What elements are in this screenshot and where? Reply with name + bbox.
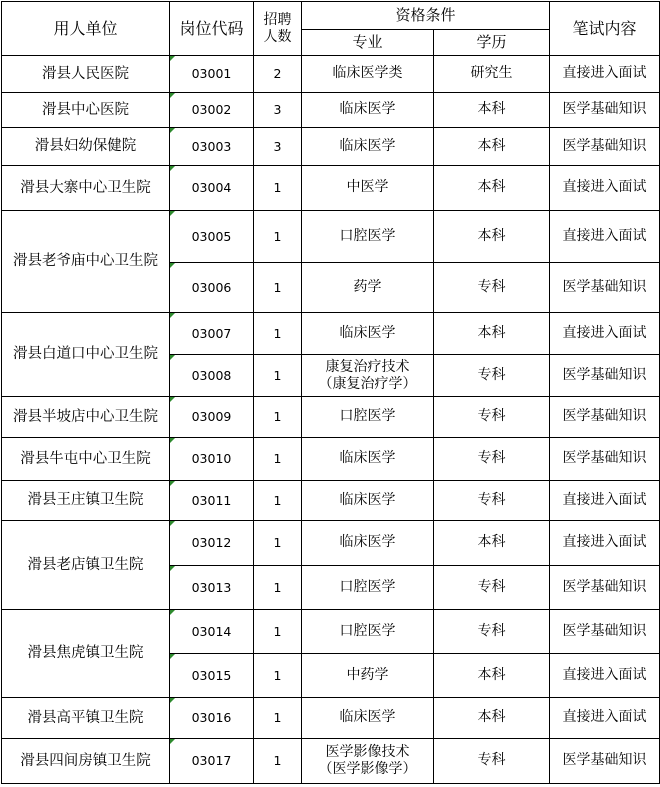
header-education: 学历 <box>434 29 550 56</box>
exam-cell: 医学基础知识 <box>550 397 660 438</box>
header-qualifications: 资格条件 <box>302 2 550 30</box>
code-cell: 03016 <box>170 698 254 739</box>
exam-cell: 直接进入面试 <box>550 654 660 698</box>
education-cell: 专科 <box>434 355 550 397</box>
major-cell <box>302 739 434 784</box>
code-cell: 03001 <box>170 56 254 93</box>
exam-cell: 医学基础知识 <box>550 263 660 313</box>
count-cell: 1 <box>254 263 302 313</box>
table-row <box>2 521 660 566</box>
unit-cell: 滑县焦虎镇卫生院 <box>2 610 170 698</box>
major-cell: 口腔医学 <box>302 566 434 610</box>
exam-cell: 直接进入面试 <box>550 166 660 211</box>
exam-cell: 医学基础知识 <box>550 355 660 397</box>
header-major: 专业 <box>302 29 434 56</box>
unit-cell: 滑县白道口中心卫生院 <box>2 313 170 397</box>
unit-cell: 滑县中心医院 <box>2 93 170 128</box>
major-cell: 中药学 <box>302 654 434 698</box>
count-cell: 1 <box>254 521 302 566</box>
table-row <box>2 610 660 654</box>
education-cell: 本科 <box>434 521 550 566</box>
exam-cell: 医学基础知识 <box>550 610 660 654</box>
major-cell: 临床医学 <box>302 128 434 166</box>
exam-cell: 医学基础知识 <box>550 93 660 128</box>
count-cell: 2 <box>254 56 302 93</box>
unit-cell: 滑县半坡店中心卫生院 <box>2 397 170 438</box>
major-cell: 临床医学 <box>302 521 434 566</box>
unit-cell: 滑县四间房镇卫生院 <box>2 739 170 784</box>
major-line1: 医学影像技术 <box>325 744 410 761</box>
code-cell: 03012 <box>170 521 254 566</box>
unit-cell: 滑县妇幼保健院 <box>2 128 170 166</box>
major-cell <box>302 355 434 397</box>
education-cell: 专科 <box>434 397 550 438</box>
education-cell: 专科 <box>434 739 550 784</box>
unit-cell: 滑县大寨中心卫生院 <box>2 166 170 211</box>
education-cell: 本科 <box>434 166 550 211</box>
exam-cell: 直接进入面试 <box>550 56 660 93</box>
recruitment-table <box>1 1 660 784</box>
exam-cell: 直接进入面试 <box>550 698 660 739</box>
unit-cell: 滑县牛屯中心卫生院 <box>2 438 170 481</box>
education-cell: 专科 <box>434 610 550 654</box>
code-cell: 03004 <box>170 166 254 211</box>
education-cell: 本科 <box>434 128 550 166</box>
major-cell: 口腔医学 <box>302 610 434 654</box>
education-cell: 专科 <box>434 263 550 313</box>
exam-cell: 医学基础知识 <box>550 128 660 166</box>
exam-cell: 直接进入面试 <box>550 313 660 355</box>
header-count-line2: 人数 <box>263 28 292 45</box>
exam-cell: 直接进入面试 <box>550 211 660 263</box>
major-line2: （康复治疗学） <box>318 375 417 392</box>
count-cell: 1 <box>254 166 302 211</box>
major-line2: （医学影像学） <box>318 761 417 777</box>
exam-cell: 直接进入面试 <box>550 481 660 521</box>
table-row <box>2 56 660 93</box>
education-cell: 本科 <box>434 93 550 128</box>
table-row <box>2 128 660 166</box>
major-cell: 中医学 <box>302 166 434 211</box>
code-cell: 03010 <box>170 438 254 481</box>
table-row <box>2 93 660 128</box>
exam-cell: 医学基础知识 <box>550 566 660 610</box>
education-cell: 本科 <box>434 211 550 263</box>
header-count <box>254 2 302 56</box>
education-cell: 研究生 <box>434 56 550 93</box>
code-cell: 03014 <box>170 610 254 654</box>
unit-cell: 滑县人民医院 <box>2 56 170 93</box>
code-cell: 03003 <box>170 128 254 166</box>
table-row <box>2 166 660 211</box>
table-row <box>2 739 660 784</box>
exam-cell: 医学基础知识 <box>550 438 660 481</box>
education-cell: 本科 <box>434 654 550 698</box>
code-cell: 03007 <box>170 313 254 355</box>
unit-cell: 滑县高平镇卫生院 <box>2 698 170 739</box>
code-cell: 03006 <box>170 263 254 313</box>
header-exam: 笔试内容 <box>550 2 660 56</box>
code-cell: 03008 <box>170 355 254 397</box>
table-row <box>2 481 660 521</box>
code-cell: 03005 <box>170 211 254 263</box>
major-line1: 康复治疗技术 <box>325 358 410 375</box>
count-cell: 1 <box>254 654 302 698</box>
major-cell: 临床医学 <box>302 481 434 521</box>
header-code: 岗位代码 <box>170 2 254 56</box>
count-cell: 3 <box>254 128 302 166</box>
unit-cell: 滑县老店镇卫生院 <box>2 521 170 610</box>
header-unit: 用人单位 <box>2 2 170 56</box>
count-cell: 1 <box>254 481 302 521</box>
table-row <box>2 211 660 263</box>
major-cell: 临床医学 <box>302 313 434 355</box>
major-cell: 口腔医学 <box>302 211 434 263</box>
count-cell: 1 <box>254 438 302 481</box>
count-cell: 1 <box>254 739 302 784</box>
count-cell: 3 <box>254 93 302 128</box>
code-cell: 03002 <box>170 93 254 128</box>
major-cell: 临床医学 <box>302 93 434 128</box>
major-cell: 口腔医学 <box>302 397 434 438</box>
count-cell: 1 <box>254 211 302 263</box>
exam-cell: 医学基础知识 <box>550 739 660 784</box>
code-cell: 03009 <box>170 397 254 438</box>
major-cell: 临床医学 <box>302 698 434 739</box>
code-cell: 03017 <box>170 739 254 784</box>
major-cell: 药学 <box>302 263 434 313</box>
education-cell: 本科 <box>434 313 550 355</box>
education-cell: 专科 <box>434 438 550 481</box>
count-cell: 1 <box>254 610 302 654</box>
count-cell: 1 <box>254 698 302 739</box>
table-row <box>2 313 660 355</box>
count-cell: 1 <box>254 355 302 397</box>
header-count-line1: 招聘 <box>263 12 292 29</box>
unit-cell: 滑县老爷庙中心卫生院 <box>2 211 170 313</box>
code-cell: 03011 <box>170 481 254 521</box>
education-cell: 专科 <box>434 481 550 521</box>
code-cell: 03013 <box>170 566 254 610</box>
count-cell: 1 <box>254 397 302 438</box>
unit-cell: 滑县王庄镇卫生院 <box>2 481 170 521</box>
table-row <box>2 698 660 739</box>
count-cell: 1 <box>254 566 302 610</box>
major-cell: 临床医学 <box>302 438 434 481</box>
major-cell: 临床医学类 <box>302 56 434 93</box>
exam-cell: 直接进入面试 <box>550 521 660 566</box>
table-row <box>2 397 660 438</box>
education-cell: 本科 <box>434 698 550 739</box>
count-cell: 1 <box>254 313 302 355</box>
table-row <box>2 438 660 481</box>
code-cell: 03015 <box>170 654 254 698</box>
education-cell: 专科 <box>434 566 550 610</box>
